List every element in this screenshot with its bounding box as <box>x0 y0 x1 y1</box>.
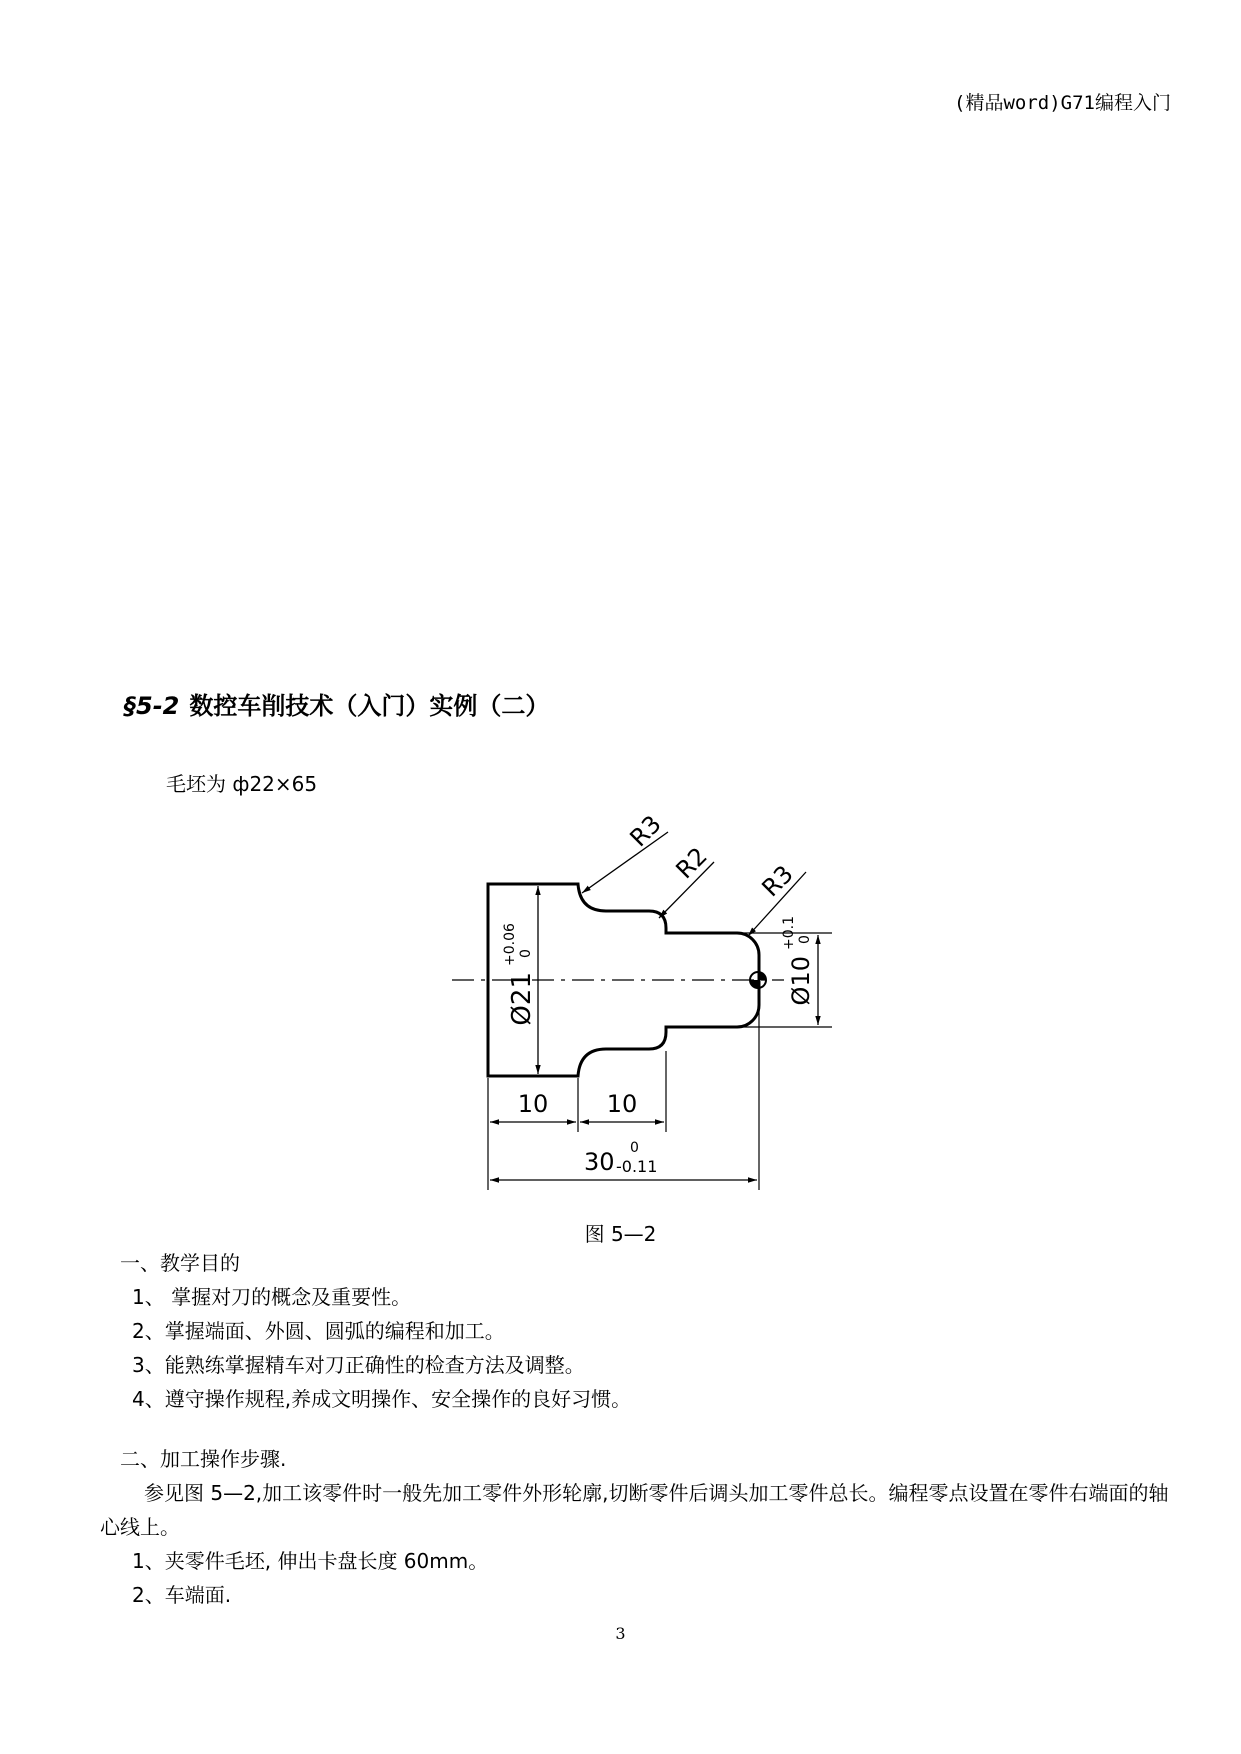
dia21-tol-lower: 0 <box>518 949 534 958</box>
goal-item: 4、遵守操作规程,养成文明操作、安全操作的良好习惯。 <box>132 1387 632 1411</box>
part-drawing <box>440 800 860 1204</box>
teaching-goals-heading: 一、教学目的 <box>120 1251 240 1275</box>
len1-label: 10 <box>517 1090 549 1118</box>
radius-label-3: R3 <box>756 859 799 903</box>
dia10-tol-lower: 0 <box>797 935 813 944</box>
radius-label-2: R2 <box>670 841 713 885</box>
figure-caption: 图 5—2 <box>584 1222 657 1246</box>
teaching-goals-section <box>100 1246 1170 1416</box>
dia10-tol-upper: +0.1 <box>781 916 797 950</box>
total-len-label: 30 <box>584 1148 615 1176</box>
section-title-text: 数控车削技术（入门）实例（二） <box>189 692 550 720</box>
operation-steps-paragraph: 参见图 5—2,加工该零件时一般先加工零件外形轮廓,切断零件后调头加工零件总长。编程零点设置在零件右端面的轴心线上。 <box>100 1481 1169 1539</box>
section-title <box>124 686 549 721</box>
page-header: (精品word)G71编程入门 <box>954 92 1171 114</box>
goal-item: 1、 掌握对刀的概念及重要性。 <box>132 1285 412 1309</box>
goal-item: 3、能熟练掌握精车对刀正确性的检查方法及调整。 <box>132 1353 585 1377</box>
blank-stock-text: 毛坯为 ф22×65 <box>166 772 318 796</box>
dia21-label: Ø21 <box>507 972 537 1026</box>
dia10-label: Ø10 <box>787 956 815 1006</box>
radius-label-1: R3 <box>624 809 667 853</box>
len2-label: 10 <box>606 1090 638 1118</box>
step-item: 1、夹零件毛坯, 伸出卡盘长度 60mm。 <box>132 1549 489 1573</box>
section-number: §5-2 <box>124 692 180 720</box>
total-tol-lower: -0.11 <box>616 1157 658 1176</box>
operation-steps-heading: 二、加工操作步骤. <box>120 1447 287 1471</box>
operation-steps-section <box>100 1442 1170 1612</box>
dia21-tol-upper: +0.06 <box>502 923 518 966</box>
total-tol-upper: 0 <box>630 1140 639 1156</box>
page-number: 3 <box>615 1624 626 1643</box>
part-drawing-svg <box>440 800 860 1200</box>
goal-item: 2、掌握端面、外圆、圆弧的编程和加工。 <box>132 1319 505 1343</box>
step-item: 2、车端面. <box>132 1583 232 1607</box>
